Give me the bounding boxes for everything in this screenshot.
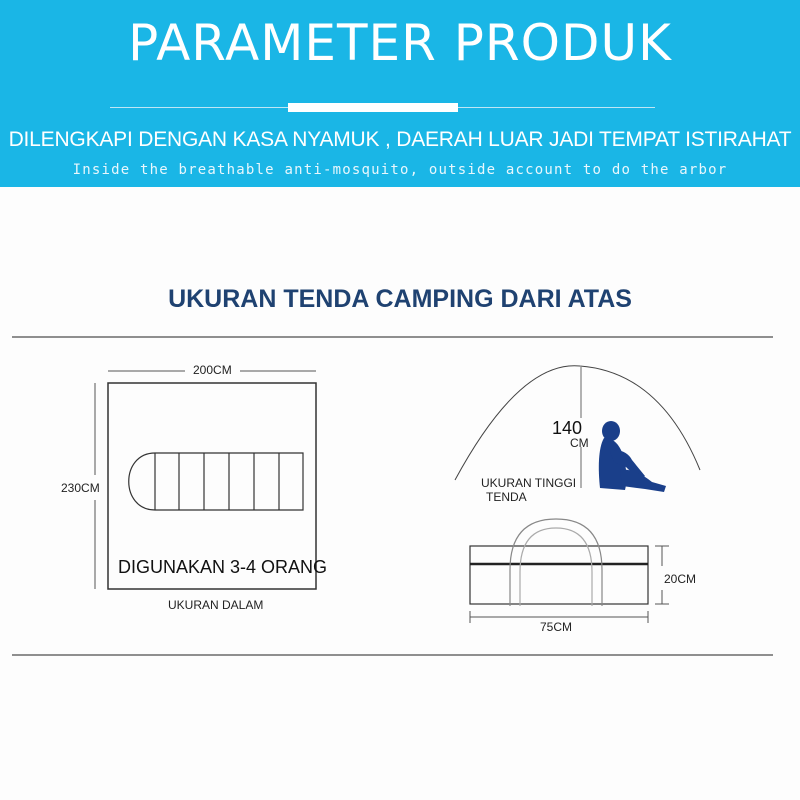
height-caption-line1: UKURAN TINGGI: [481, 476, 577, 490]
bag-height-label: 20CM: [664, 572, 697, 586]
floor-width-label: 200CM: [193, 363, 232, 377]
subtitle-english: Inside the breathable anti-mosquito, outside account to do the arbor: [72, 162, 728, 178]
bag-length-label: 75CM: [540, 620, 573, 634]
sleeping-bag-icon: [129, 453, 303, 510]
subtitle: DILENGKAPI DENGAN KASA NYAMUK , DAERAH LUAR JADI TEMPAT ISTIRAHAT: [8, 128, 792, 151]
floor-caption: UKURAN DALAM: [168, 598, 264, 612]
page-title: PARAMETER PRODUK: [128, 14, 672, 72]
height-value: 140: [552, 418, 583, 438]
sitting-person-icon: [599, 421, 666, 492]
section-title: UKURAN TENDA CAMPING DARI ATAS: [168, 285, 632, 313]
height-caption-line2: TENDA: [486, 490, 527, 504]
capacity-label: DIGUNAKAN 3-4 ORANG: [118, 557, 328, 577]
height-unit: CM: [570, 436, 589, 450]
floor-length-label: 230CM: [61, 481, 100, 495]
packed-bag-icon: [470, 519, 648, 606]
